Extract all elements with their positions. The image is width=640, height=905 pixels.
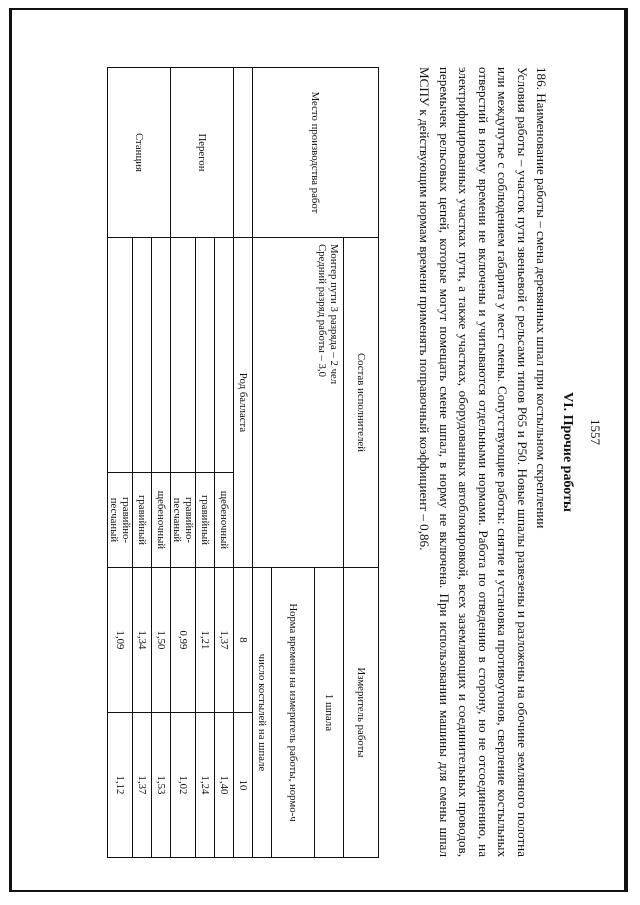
header-place-blank	[234, 68, 253, 238]
ballast-cell: гравийно-песчаный	[171, 473, 196, 568]
place-cell: Перегон	[171, 68, 234, 238]
value-8: 1,21	[196, 568, 215, 713]
table-row	[215, 68, 234, 858]
work-conditions: Условия работы – участок пути звеньевой с рельсами типов Р65 и Р50. Новые шпалы развезены и разложены на обочине земляного полотна или междупутье с соблюдением габарита у мест смены. Сопутствующие работы: снятие и установка противоугонов, сверление костыльных отверстий в норму времени не включены и учитываются отдельными нормами. Работа по отведению в сторону, но не отсоединению, на электрифицированных участках пути, а также участках, оборудованных автоблокировкой, всех заземляющих и соединительных проводов, перемычек рельсовых цепей, которые могут помещать смене шпал, в норму не включена. При использовании машины для смены шпал МСПУ к действующим нормам времени применять поправочный коэффициент – 0,86.	[417, 67, 530, 857]
section-title: VI. Прочие работы	[560, 392, 575, 512]
ballast-cell: гравийно-песчаный	[108, 473, 133, 568]
header-crew: Состав исполнителей	[344, 238, 379, 568]
ballast-spacer	[133, 238, 152, 473]
ballast-spacer	[171, 238, 196, 473]
rotated-page-content	[0, 37, 603, 892]
header-ballast: Род балласта	[234, 238, 253, 568]
value-10: 1,12	[108, 713, 133, 858]
value-10: 1,37	[133, 713, 152, 858]
header-spikes: число костылей на шпале	[253, 568, 272, 858]
ballast-spacer	[152, 238, 171, 473]
header-unit: Измеритель работы	[344, 568, 379, 858]
page-number: 1557	[588, 419, 603, 445]
work-name: 186. Наименование работы – смена деревянных шпал при костыльном скреплении	[534, 67, 549, 529]
header-norm: Норма времени на измеритель работы, нормо-ч	[272, 568, 315, 858]
header-place: Место производства работ	[253, 68, 379, 238]
ballast-spacer	[196, 238, 215, 473]
table-row	[152, 68, 171, 858]
value-8: 0,99	[171, 568, 196, 713]
spikes-10: 10	[234, 713, 253, 858]
value-10: 1,40	[215, 713, 234, 858]
value-10: 1,53	[152, 713, 171, 858]
value-8: 1,09	[108, 568, 133, 713]
value-10: 1,24	[196, 713, 215, 858]
crew-composition: Монтер пути 3 разряда – 2 чел Средний разряд работы – 3,0	[253, 238, 344, 568]
ballast-cell: гравийный	[196, 473, 215, 568]
ballast-spacer	[108, 238, 133, 473]
value-8: 1,34	[133, 568, 152, 713]
time-norm-table	[107, 67, 379, 858]
ballast-cell: щебеночный	[215, 473, 234, 568]
spikes-8: 8	[234, 568, 253, 713]
ballast-spacer	[215, 238, 234, 473]
value-8: 1,37	[215, 568, 234, 713]
value-10: 1,02	[171, 713, 196, 858]
place-cell: Станция	[108, 68, 171, 238]
ballast-cell: щебеночный	[152, 473, 171, 568]
value-8: 1,50	[152, 568, 171, 713]
ballast-cell: гравийный	[133, 473, 152, 568]
unit-value: 1 шпала	[315, 568, 344, 858]
